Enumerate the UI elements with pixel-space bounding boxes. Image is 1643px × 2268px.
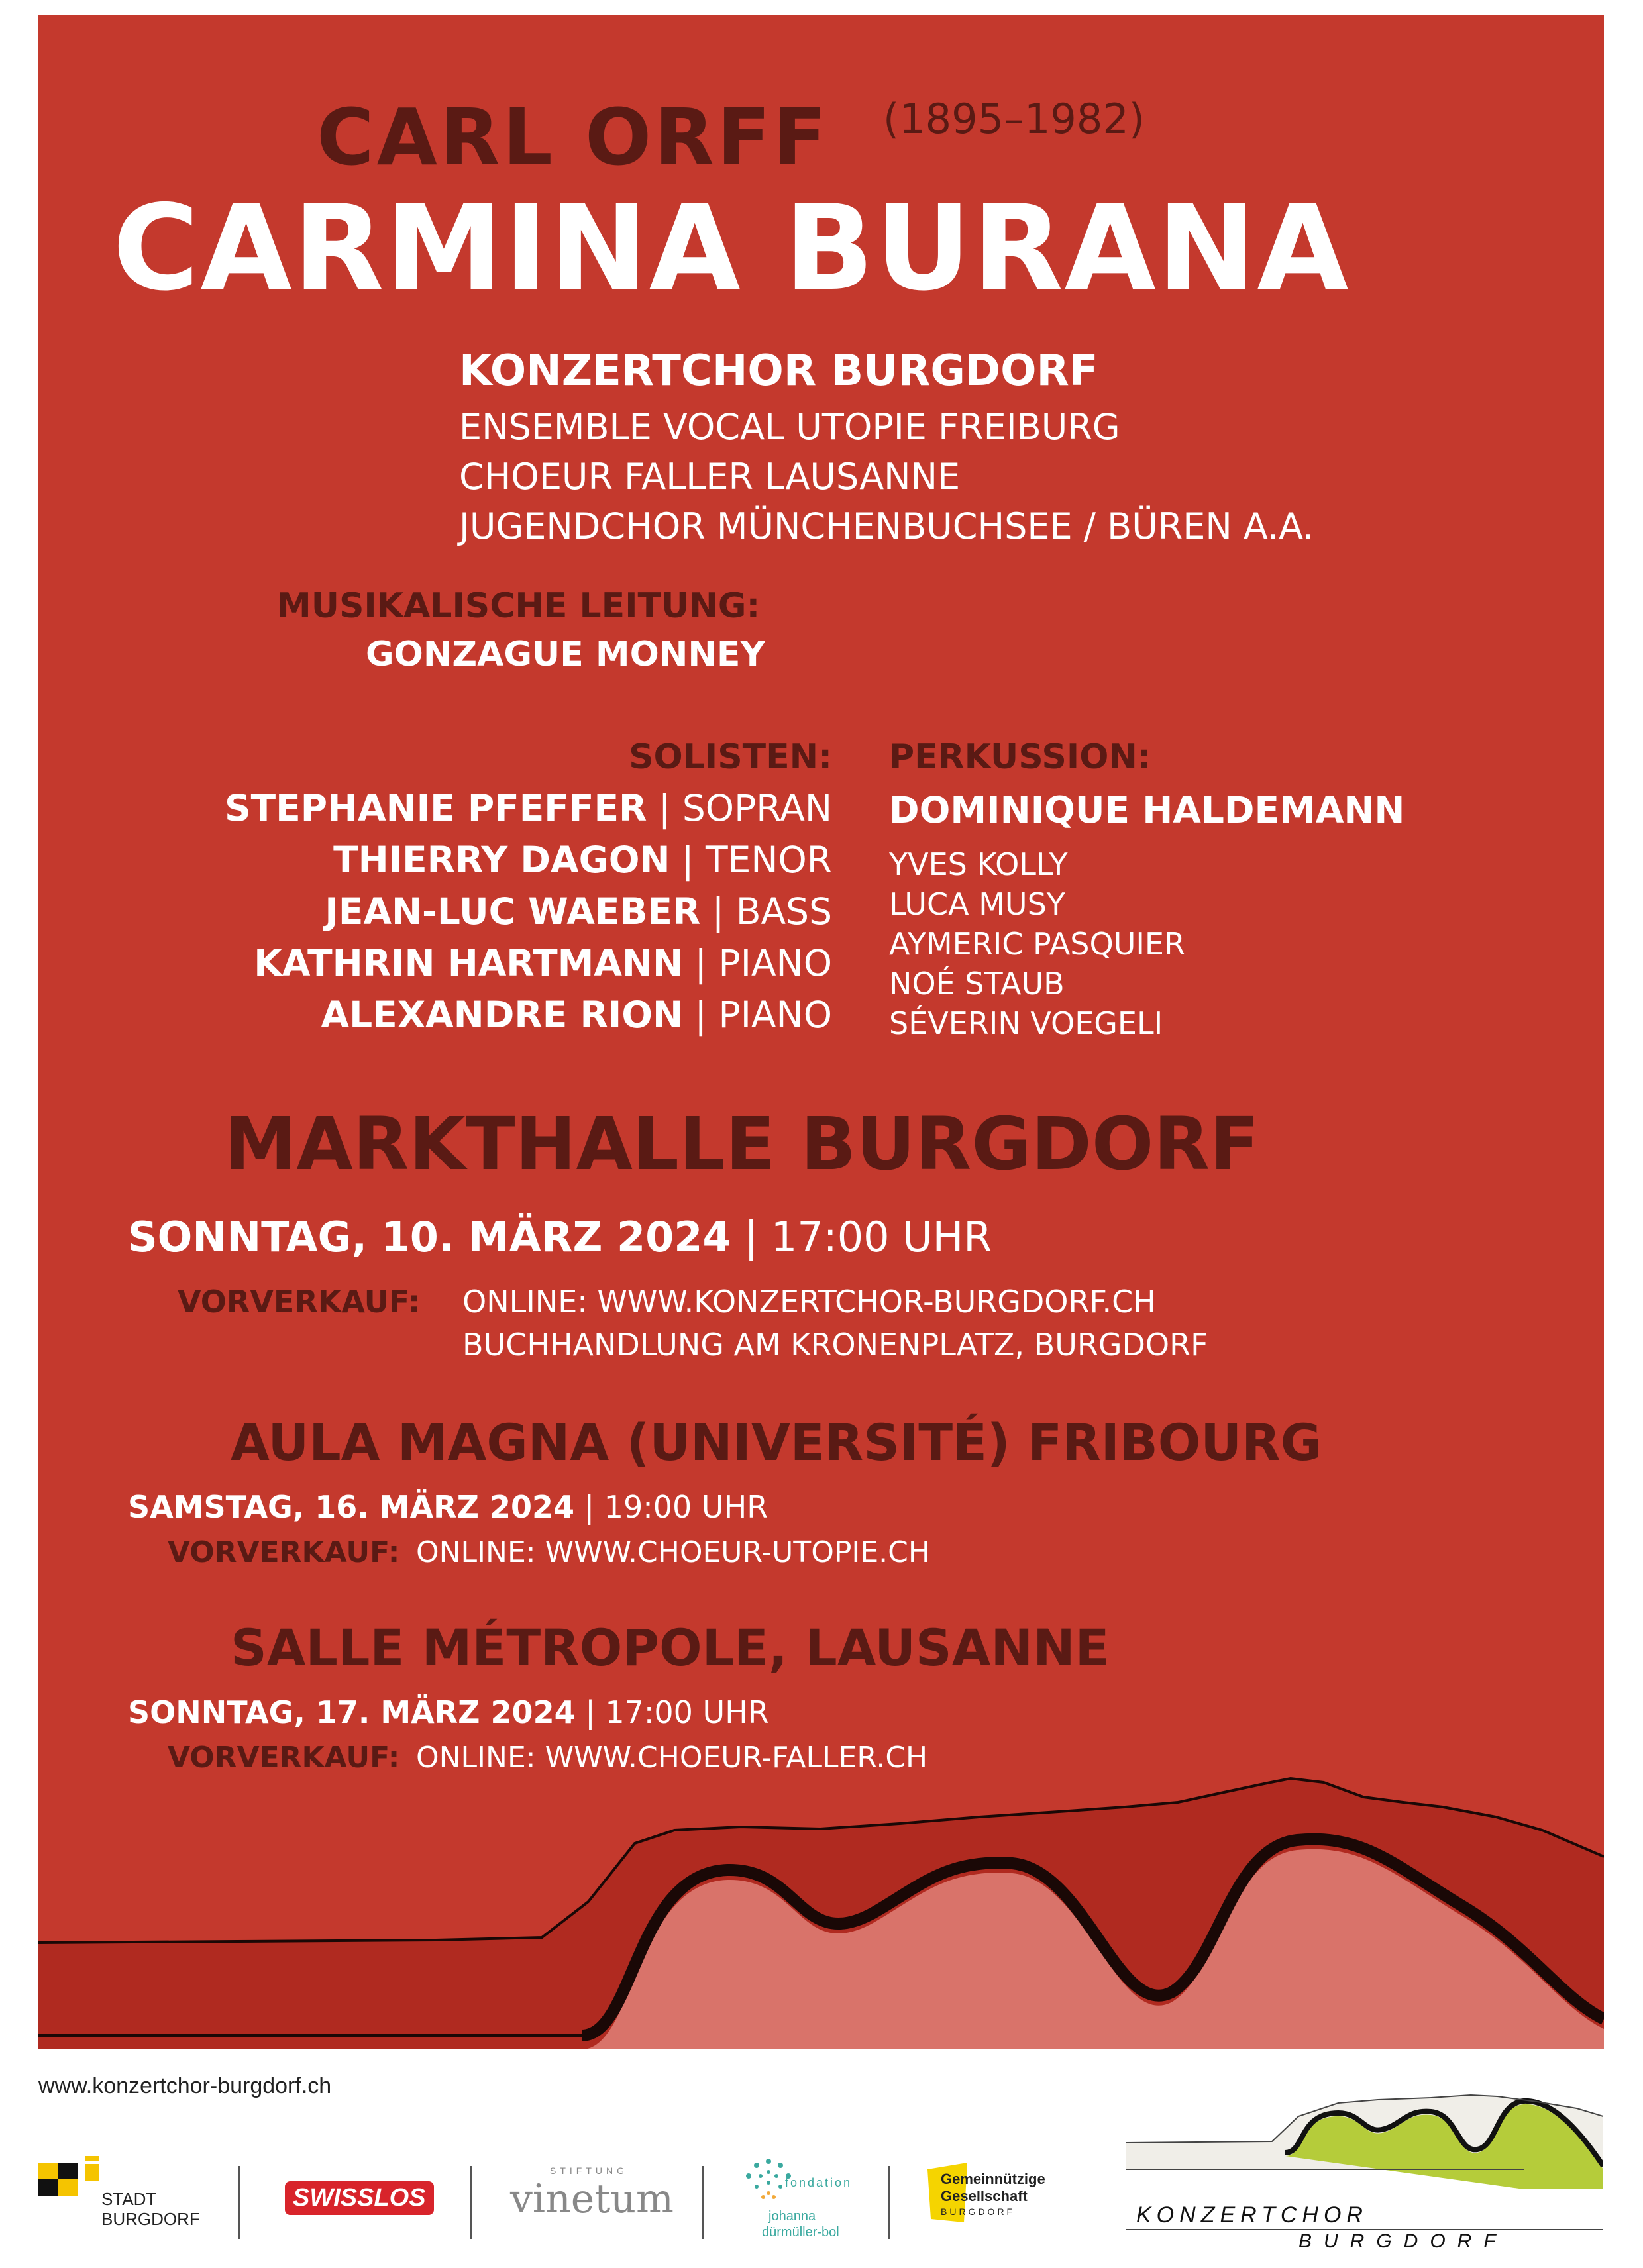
soloists-label: SOLISTEN: — [629, 737, 832, 777]
gg-line3: BURGDORF — [941, 2206, 1016, 2217]
logo-divider — [888, 2166, 890, 2239]
concert-datetime — [128, 1213, 992, 1261]
soloist-row — [321, 994, 832, 1036]
percussionist: LUCA MUSY — [889, 886, 1065, 922]
gg-line1: Gemeinnützige — [941, 2171, 1045, 2187]
separator: | — [744, 1213, 759, 1261]
presale-line: ONLINE: WWW.CHOEUR-FALLER.CH — [416, 1741, 928, 1775]
separator: | — [694, 994, 708, 1036]
main-choir: KONZERTCHOR BURGDORF — [459, 346, 1098, 395]
choir-line: CHOEUR FALLER LAUSANNE — [459, 456, 961, 497]
soloist-role: BASS — [735, 890, 832, 933]
logo-divider — [238, 2166, 240, 2239]
presale-line: BUCHHANDLUNG AM KRONENPLATZ, BURGDORF — [462, 1327, 1208, 1363]
konzertchor-logo-line2: BURGDORF — [1298, 2230, 1508, 2252]
presale-line: ONLINE: WWW.KONZERTCHOR-BURGDORF.CH — [462, 1284, 1156, 1319]
fondation-line1: fondation — [785, 2176, 853, 2189]
soloist-name: STEPHANIE PFEFFER — [225, 787, 647, 829]
composer-name: CARL ORFF — [317, 91, 829, 183]
concert-datetime — [128, 1489, 768, 1525]
separator: | — [585, 1694, 596, 1730]
concert-time: 17:00 UHR — [605, 1694, 769, 1730]
separator: | — [681, 839, 694, 881]
conductor-name: GONZAGUE MONNEY — [366, 635, 766, 674]
percussionist: AYMERIC PASQUIER — [889, 926, 1185, 962]
soloist-role: PIANO — [718, 994, 832, 1036]
logo-divider — [702, 2166, 704, 2239]
presale-label: VORVERKAUF: — [168, 1535, 400, 1569]
venue-title: AULA MAGNA (UNIVERSITÉ) FRIBOURG — [231, 1413, 1322, 1472]
soloist-name: KATHRIN HARTMANN — [254, 942, 684, 984]
soloist-row — [333, 839, 832, 881]
soloist-row — [254, 942, 832, 984]
soloist-name: JEAN-LUC WAEBER — [325, 890, 701, 933]
choir-line: JUGENDCHOR MÜNCHENBUCHSEE / BÜREN A.A. — [459, 505, 1314, 547]
presale-line: ONLINE: WWW.CHOEUR-UTOPIE.CH — [416, 1535, 930, 1569]
concert-date: SONNTAG, 17. MÄRZ 2024 — [128, 1694, 576, 1730]
direction-label: MUSIKALISCHE LEITUNG: — [277, 586, 761, 626]
separator: | — [658, 787, 671, 829]
gemeinnuetzige-logo — [921, 2156, 1073, 2242]
concert-date: SONNTAG, 10. MÄRZ 2024 — [128, 1213, 731, 1261]
concert-time: 17:00 UHR — [770, 1213, 992, 1261]
choir-line: ENSEMBLE VOCAL UTOPIE FREIBURG — [459, 406, 1120, 448]
venue-title: SALLE MÉTROPOLE, LAUSANNE — [231, 1618, 1110, 1677]
venue-title: MARKTHALLE BURGDORF — [224, 1102, 1260, 1186]
hills-illustration — [38, 1724, 1604, 2049]
soloist-name: ALEXANDRE RION — [321, 994, 684, 1036]
fondation-logo — [742, 2156, 874, 2242]
logo-divider — [470, 2166, 472, 2239]
percussionist: YVES KOLLY — [889, 847, 1068, 882]
swisslos-text: SWISSLOS — [285, 2181, 434, 2215]
vinetum-small: STIFTUNG — [550, 2165, 628, 2176]
percussionist: NOÉ STAUB — [889, 966, 1065, 1002]
stadt-line1: STADT — [101, 2189, 157, 2209]
separator: | — [584, 1489, 595, 1525]
concert-time: 19:00 UHR — [604, 1489, 768, 1525]
fondation-line3: dürmüller-bol — [762, 2225, 839, 2240]
soloist-role: PIANO — [718, 942, 832, 984]
konzertchor-logo — [1126, 2090, 1603, 2255]
percussionist: SÉVERIN VOEGELI — [889, 1005, 1163, 1041]
composer-years: (1895–1982) — [883, 95, 1145, 143]
separator: | — [712, 890, 725, 933]
konzertchor-hills-icon — [1126, 2090, 1603, 2189]
gg-line2: Gesellschaft — [941, 2188, 1028, 2204]
percussion-label: PERKUSSION: — [889, 737, 1151, 777]
soloist-role: SOPRAN — [682, 787, 832, 829]
concert-date: SAMSTAG, 16. MÄRZ 2024 — [128, 1489, 574, 1525]
soloist-name: THIERRY DAGON — [333, 839, 670, 881]
website-url[interactable]: www.konzertchor-burgdorf.ch — [38, 2073, 332, 2098]
stadt-line2: BURGDORF — [101, 2209, 200, 2229]
work-title: CARMINA BURANA — [113, 180, 1350, 317]
vinetum-logo — [510, 2156, 674, 2242]
separator: | — [694, 942, 708, 984]
soloist-role: TENOR — [706, 839, 832, 881]
vinetum-name: vinetum — [510, 2176, 674, 2222]
stadt-burgdorf-logo — [38, 2156, 200, 2242]
percussion-lead: DOMINIQUE HALDEMANN — [889, 789, 1405, 831]
presale-label: VORVERKAUF: — [178, 1284, 421, 1319]
swisslos-logo — [285, 2156, 444, 2242]
soloist-row — [225, 787, 832, 829]
poster — [38, 15, 1604, 2049]
presale-label: VORVERKAUF: — [168, 1741, 400, 1775]
fondation-line2: johanna — [768, 2209, 816, 2224]
konzertchor-logo-line1: KONZERTCHOR — [1136, 2202, 1368, 2228]
soloist-row — [325, 890, 832, 933]
stadt-burgdorf-emblem — [38, 2156, 105, 2209]
